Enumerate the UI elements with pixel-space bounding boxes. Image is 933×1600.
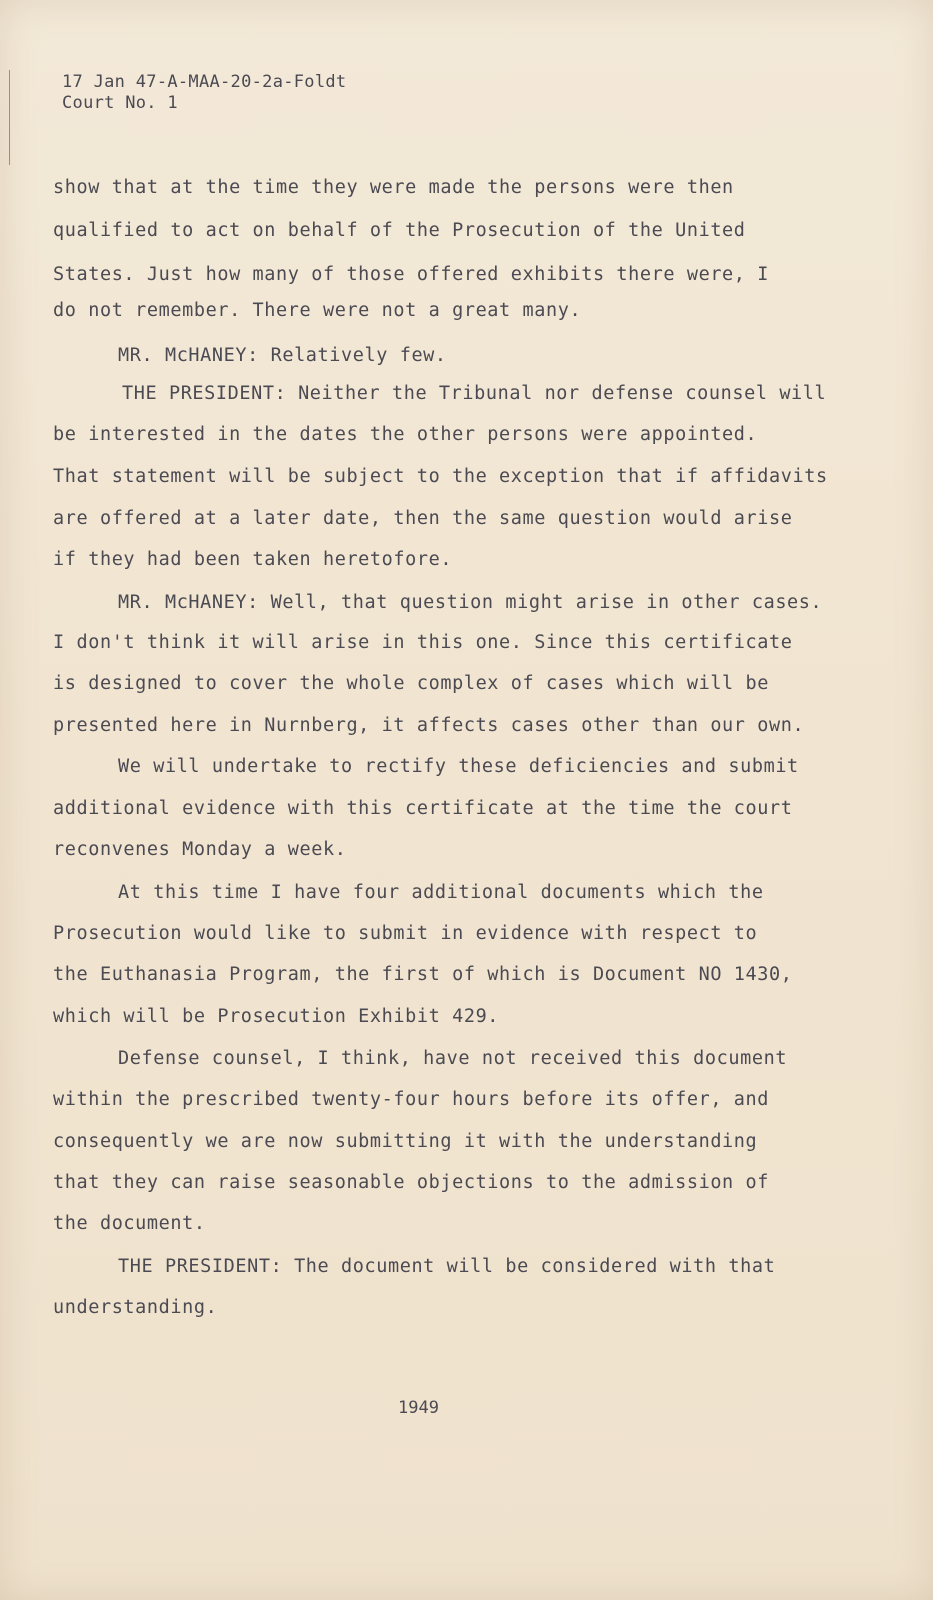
body-line: do not remember. There were not a great many.: [53, 300, 582, 321]
body-line: consequently we are now submitting it with the understanding: [53, 1131, 758, 1152]
body-line: Defense counsel, I think, have not received this document: [118, 1048, 788, 1069]
body-line: the Euthanasia Program, the first of which is Document NO 1430,: [53, 964, 793, 985]
body-line: within the prescribed twenty-four hours before its offer, and: [53, 1089, 770, 1110]
body-line: I don't think it will arise in this one. Since this certificate: [53, 632, 793, 653]
body-line: MR. McHANEY: Relatively few.: [118, 345, 447, 366]
header-reference: 17 Jan 47-A-MAA-20-2a-Foldt: [62, 72, 347, 92]
body-line: which will be Prosecution Exhibit 429.: [53, 1006, 500, 1027]
body-line: are offered at a later date, then the same question would arise: [53, 508, 793, 529]
body-line: if they had been taken heretofore.: [53, 549, 453, 570]
body-line: That statement will be subject to the exception that if affidavits: [53, 466, 828, 487]
body-line: show that at the time they were made the persons were then: [53, 177, 734, 198]
body-line: At this time I have four additional documents which the: [118, 882, 764, 903]
body-line: reconvenes Monday a week.: [53, 839, 347, 860]
body-line: that they can raise seasonable objections to the admission of: [53, 1172, 770, 1193]
body-line: THE PRESIDENT: Neither the Tribunal nor defense counsel will: [122, 383, 827, 404]
body-line: Prosecution would like to submit in evidence with respect to: [53, 923, 758, 944]
body-line: States. Just how many of those offered exhibits there were, I: [53, 264, 770, 285]
body-line: MR. McHANEY: Well, that question might arise in other cases.: [118, 592, 823, 613]
body-line: is designed to cover the whole complex of cases which will be: [53, 673, 770, 694]
body-line: be interested in the dates the other persons were appointed.: [53, 424, 758, 445]
body-line: the document.: [53, 1213, 206, 1234]
body-line: understanding.: [53, 1297, 218, 1318]
body-line: qualified to act on behalf of the Prosecution of the United: [53, 220, 746, 241]
body-line: THE PRESIDENT: The document will be considered with that: [118, 1256, 776, 1277]
body-line: presented here in Nurnberg, it affects cases other than our own.: [53, 715, 805, 736]
page-number: 1949: [398, 1398, 439, 1418]
header-court: Court No. 1: [62, 93, 178, 113]
body-line: additional evidence with this certificate at the time the court: [53, 798, 793, 819]
body-line: We will undertake to rectify these deficiencies and submit: [118, 756, 799, 777]
